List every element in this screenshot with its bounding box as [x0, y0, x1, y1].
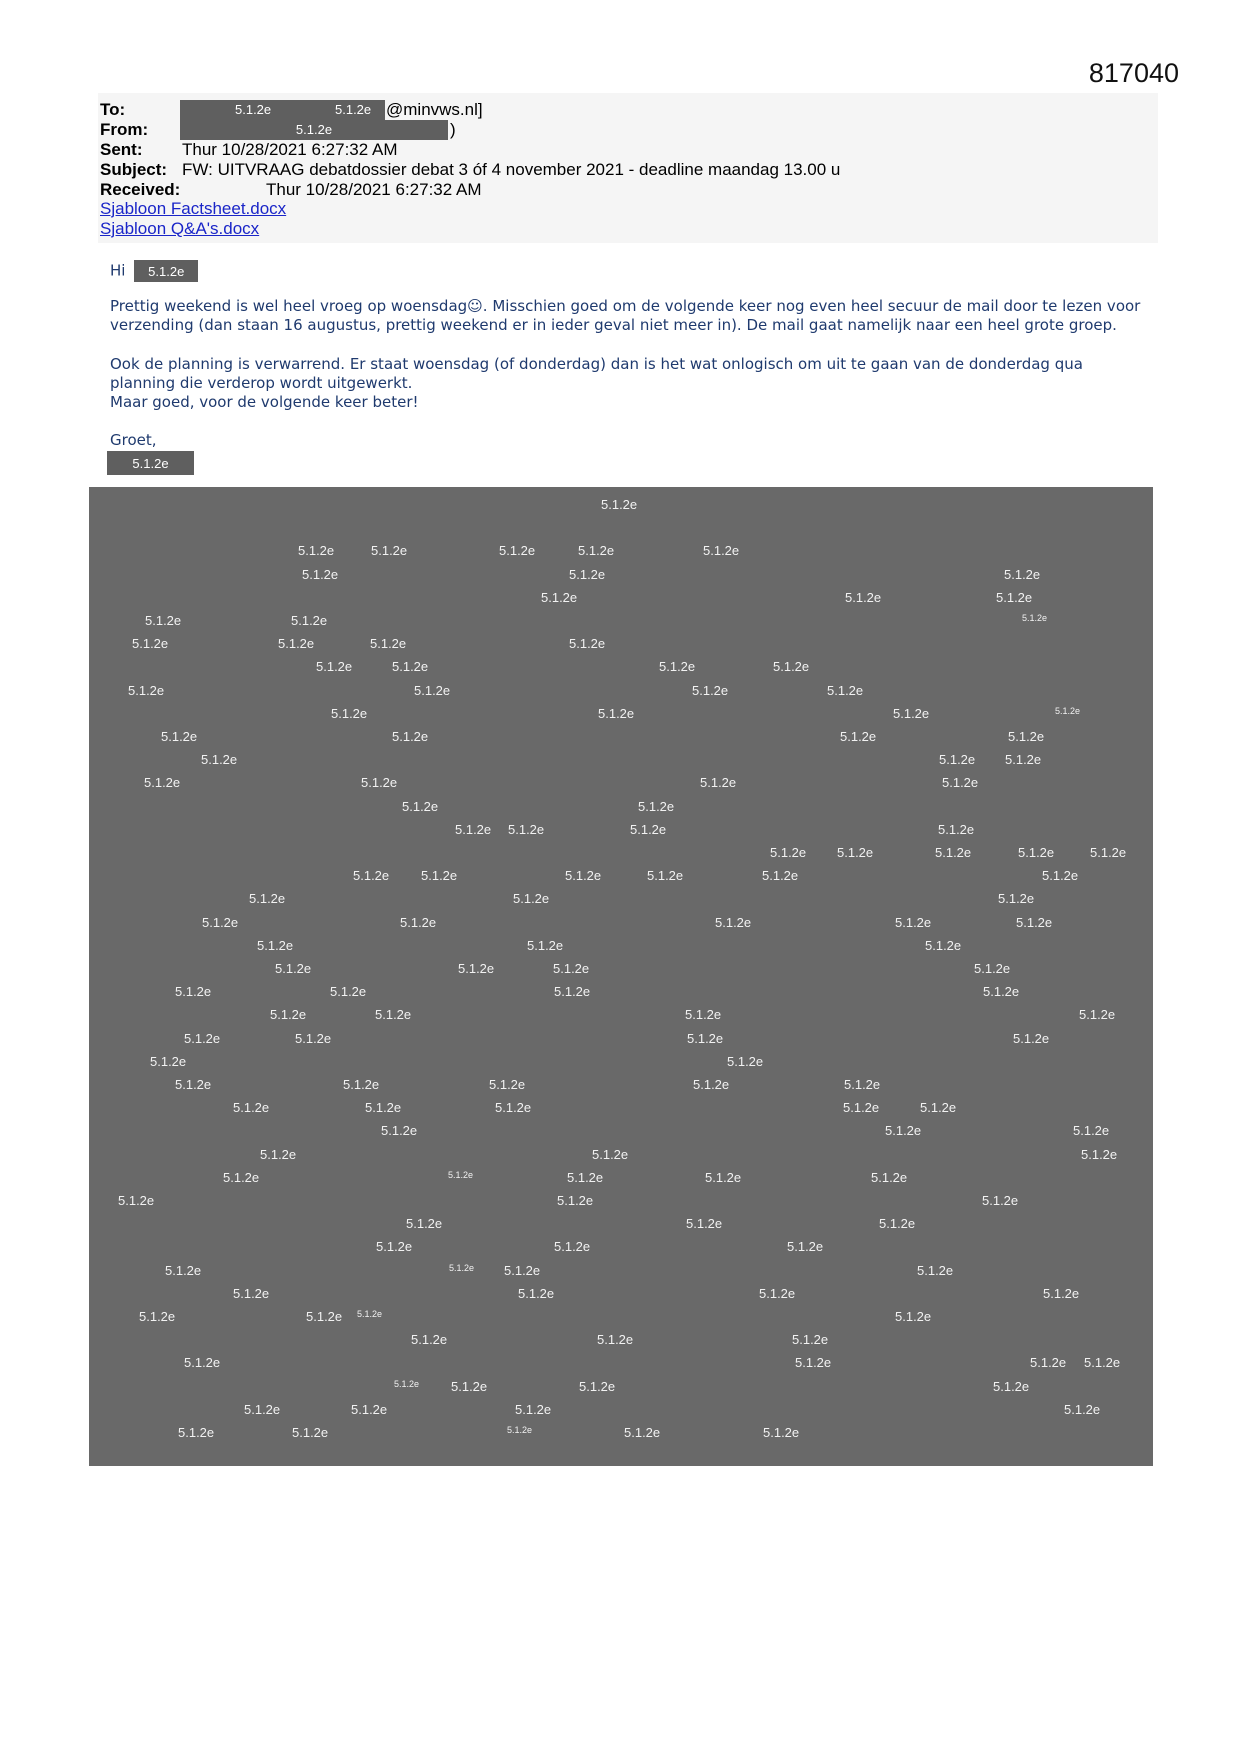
redaction-code: 5.1.2e [939, 752, 976, 767]
redaction-code: 5.1.2e [592, 1147, 629, 1162]
redaction-code: 5.1.2e [871, 1170, 908, 1185]
from-label: From: [100, 120, 149, 139]
redaction-code: 5.1.2e [579, 1379, 616, 1394]
redaction-code: 5.1.2e [1084, 1355, 1121, 1370]
redaction-code: 5.1.2e [118, 1193, 155, 1208]
redaction-code: 5.1.2e [837, 845, 874, 860]
to-label: To: [100, 100, 126, 119]
redaction-code: 5.1.2e [411, 1332, 448, 1347]
attachment-link-factsheet[interactable]: Sjabloon Factsheet.docx [100, 199, 287, 218]
redaction-code: 5.1.2e [278, 636, 315, 651]
redaction-code: 5.1.2e [392, 729, 429, 744]
redaction-code: 5.1.2e [982, 1193, 1019, 1208]
redaction-code: 5.1.2e [1018, 845, 1055, 860]
redaction-code: 5.1.2e [565, 868, 602, 883]
greeting-redaction [134, 260, 198, 282]
redaction-code: 5.1.2e [508, 822, 545, 837]
redaction-code: 5.1.2e [343, 1077, 380, 1092]
redaction-code: 5.1.2e [298, 543, 335, 558]
redaction-code: 5.1.2e [920, 1100, 957, 1115]
redaction-code: 5.1.2e [845, 590, 882, 605]
redaction-code: 5.1.2e [1005, 752, 1042, 767]
redaction-code: 5.1.2e [489, 1077, 526, 1092]
redaction-code: 5.1.2e [161, 729, 198, 744]
redaction-code: 5.1.2e [145, 613, 182, 628]
redaction-code: 5.1.2e [1043, 1286, 1080, 1301]
redaction-code: 5.1.2e [895, 1309, 932, 1324]
redaction-code: 5.1.2e [1016, 915, 1053, 930]
redaction-code: 5.1.2e [233, 1286, 270, 1301]
redaction-code: 5.1.2e [553, 961, 590, 976]
greeting: Hi [110, 261, 126, 280]
redaction-code: 5.1.2e [150, 1054, 187, 1069]
redaction-code: 5.1.2e [507, 1425, 533, 1435]
redaction-code: 5.1.2e [1055, 706, 1081, 716]
redaction-code: 5.1.2e [1090, 845, 1127, 860]
redaction-code: 5.1.2e [554, 984, 591, 999]
redaction-code: 5.1.2e [495, 1100, 532, 1115]
redaction-code: 5.1.2e [335, 102, 372, 117]
redaction-code: 5.1.2e [567, 1170, 604, 1185]
redaction-code: 5.1.2e [624, 1425, 661, 1440]
redaction-code: 5.1.2e [762, 868, 799, 883]
redaction-code: 5.1.2e [569, 567, 606, 582]
redaction-code: 5.1.2e [1079, 1007, 1116, 1022]
redaction-code: 5.1.2e [703, 543, 740, 558]
closing: Groet, [110, 431, 157, 449]
redaction-code: 5.1.2e [1081, 1147, 1118, 1162]
received-value: Thur 10/28/2021 6:27:32 AM [266, 180, 482, 199]
redaction-code: 5.1.2e [270, 1007, 307, 1022]
redaction-code: 5.1.2e [233, 1100, 270, 1115]
redaction-code: 5.1.2e [700, 775, 737, 790]
from-redaction [180, 120, 448, 140]
redaction-code: 5.1.2e [184, 1355, 221, 1370]
redaction-code: 5.1.2e [448, 1170, 474, 1180]
redaction-code: 5.1.2e [993, 1379, 1030, 1394]
redaction-code: 5.1.2e [630, 822, 667, 837]
from-suffix: ) [450, 120, 456, 139]
redaction-code: 5.1.2e [202, 915, 239, 930]
redaction-code: 5.1.2e [375, 1007, 412, 1022]
document-id: 817040 [1088, 58, 1179, 88]
redaction-code: 5.1.2e [647, 868, 684, 883]
redaction-code: 5.1.2e [515, 1402, 552, 1417]
paragraph-1: Prettig weekend is wel heel vroeg op woensdag☺. Misschien goed om de volgende keer nog even heel secuur de mail door te lezen voor verzending (dan staan 16 augustus, prettig weekend er in ieder geval niet meer in). De mail gaat namelijk naar een heel grote groep. [110, 297, 1141, 334]
redaction-code: 5.1.2e [400, 915, 437, 930]
email-body [98, 250, 1158, 482]
redaction-code: 5.1.2e [843, 1100, 880, 1115]
redaction-code: 5.1.2e [306, 1309, 343, 1324]
redaction-code: 5.1.2e [659, 659, 696, 674]
redaction-code: 5.1.2e [365, 1100, 402, 1115]
redaction-code: 5.1.2e [1030, 1355, 1067, 1370]
redaction-code: 5.1.2e [244, 1402, 281, 1417]
redaction-code: 5.1.2e [1013, 1031, 1050, 1046]
redaction-code: 5.1.2e [421, 868, 458, 883]
redaction-code: 5.1.2e [715, 915, 752, 930]
redaction-code: 5.1.2e [175, 1077, 212, 1092]
redaction-code: 5.1.2e [402, 799, 439, 814]
redaction-code: 5.1.2e [165, 1263, 202, 1278]
redaction-code: 5.1.2e [451, 1379, 488, 1394]
greeting-line [110, 260, 1150, 282]
attachment-link-qa[interactable]: Sjabloon Q&A's.docx [100, 219, 260, 238]
redaction-code: 5.1.2e [414, 683, 451, 698]
redaction-code: 5.1.2e [557, 1193, 594, 1208]
redaction-code: 5.1.2e [292, 1425, 329, 1440]
redaction-code: 5.1.2e [291, 613, 328, 628]
redaction-code: 5.1.2e [353, 868, 390, 883]
redaction-code: 5.1.2e [685, 1007, 722, 1022]
redaction-code: 5.1.2e [1064, 1402, 1101, 1417]
redaction-code: 5.1.2e [601, 497, 638, 512]
redaction-code: 5.1.2e [257, 938, 294, 953]
redaction-code: 5.1.2e [578, 543, 615, 558]
paragraph-2: Ook de planning is verwarrend. Er staat woensdag (of donderdag) dan is het wat onlogisch om uit te gaan van de donderdag qua planning die verderop wordt uitgewerkt. [110, 355, 1083, 392]
redaction-code: 5.1.2e [569, 636, 606, 651]
redaction-code: 5.1.2e [406, 1216, 443, 1231]
redaction-code: 5.1.2e [727, 1054, 764, 1069]
redaction-code: 5.1.2e [513, 891, 550, 906]
redaction-code: 5.1.2e [361, 775, 398, 790]
redaction-code: 5.1.2e [938, 822, 975, 837]
to-redaction [180, 100, 385, 120]
redaction-code: 5.1.2e [879, 1216, 916, 1231]
redaction-code: 5.1.2e [996, 590, 1033, 605]
redaction-code: 5.1.2e [295, 1031, 332, 1046]
redaction-code: 5.1.2e [295, 122, 333, 137]
redaction-code: 5.1.2e [795, 1355, 832, 1370]
redaction-code: 5.1.2e [148, 263, 185, 279]
forwarded-message-redaction [89, 487, 1153, 1466]
redaction-code: 5.1.2e [1022, 613, 1048, 623]
signature-redaction [107, 451, 194, 475]
redaction-code: 5.1.2e [687, 1031, 724, 1046]
redaction-code: 5.1.2e [392, 659, 429, 674]
redaction-code: 5.1.2e [770, 845, 807, 860]
redaction-code: 5.1.2e [175, 984, 212, 999]
redaction-code: 5.1.2e [316, 659, 353, 674]
redaction-code: 5.1.2e [598, 706, 635, 721]
redaction-code: 5.1.2e [223, 1170, 260, 1185]
redaction-code: 5.1.2e [935, 845, 972, 860]
redaction-code: 5.1.2e [705, 1170, 742, 1185]
redaction-code: 5.1.2e [331, 706, 368, 721]
redaction-code: 5.1.2e [376, 1239, 413, 1254]
redaction-code: 5.1.2e [458, 961, 495, 976]
redaction-code: 5.1.2e [201, 752, 238, 767]
redaction-code: 5.1.2e [686, 1216, 723, 1231]
redaction-code: 5.1.2e [763, 1425, 800, 1440]
redaction-code: 5.1.2e [302, 567, 339, 582]
redaction-code: 5.1.2e [132, 455, 169, 471]
redaction-code: 5.1.2e [893, 706, 930, 721]
redaction-code: 5.1.2e [370, 636, 407, 651]
redaction-code: 5.1.2e [518, 1286, 555, 1301]
redaction-code: 5.1.2e [249, 891, 286, 906]
redaction-code: 5.1.2e [504, 1263, 541, 1278]
redaction-code: 5.1.2e [1008, 729, 1045, 744]
redaction-code: 5.1.2e [144, 775, 181, 790]
sent-label: Sent: [100, 140, 143, 159]
redaction-code: 5.1.2e [792, 1332, 829, 1347]
redaction-code: 5.1.2e [351, 1402, 388, 1417]
redaction-code: 5.1.2e [139, 1309, 176, 1324]
redaction-code: 5.1.2e [1073, 1123, 1110, 1138]
redaction-code: 5.1.2e [925, 938, 962, 953]
subject-label: Subject: [100, 160, 168, 179]
redaction-code: 5.1.2e [357, 1309, 383, 1319]
sent-value: Thur 10/28/2021 6:27:32 AM [182, 140, 398, 159]
redaction-code: 5.1.2e [998, 891, 1035, 906]
redaction-code: 5.1.2e [692, 683, 729, 698]
redaction-code: 5.1.2e [541, 590, 578, 605]
redaction-code: 5.1.2e [1042, 868, 1079, 883]
redaction-code: 5.1.2e [499, 543, 536, 558]
redaction-code: 5.1.2e [885, 1123, 922, 1138]
redaction-code: 5.1.2e [260, 1147, 297, 1162]
redaction-code: 5.1.2e [827, 683, 864, 698]
redaction-code: 5.1.2e [693, 1077, 730, 1092]
redaction-code: 5.1.2e [638, 799, 675, 814]
redaction-code: 5.1.2e [840, 729, 877, 744]
redaction-code: 5.1.2e [554, 1239, 591, 1254]
redaction-code: 5.1.2e [527, 938, 564, 953]
redaction-code: 5.1.2e [597, 1332, 634, 1347]
redaction-code: 5.1.2e [1004, 567, 1041, 582]
redaction-code: 5.1.2e [759, 1286, 796, 1301]
redaction-code: 5.1.2e [275, 961, 312, 976]
received-label: Received: [100, 180, 181, 199]
redaction-code: 5.1.2e [773, 659, 810, 674]
to-suffix: @minvws.nl] [386, 100, 483, 119]
redaction-code: 5.1.2e [184, 1031, 221, 1046]
redaction-code: 5.1.2e [787, 1239, 824, 1254]
redaction-code: 5.1.2e [974, 961, 1011, 976]
redaction-code: 5.1.2e [330, 984, 367, 999]
redaction-code: 5.1.2e [178, 1425, 215, 1440]
redaction-code: 5.1.2e [455, 822, 492, 837]
redaction-code: 5.1.2e [128, 683, 165, 698]
paragraph-3: Maar goed, voor de volgende keer beter! [110, 393, 419, 411]
redaction-code: 5.1.2e [381, 1123, 418, 1138]
redaction-code: 5.1.2e [917, 1263, 954, 1278]
redaction-code: 5.1.2e [844, 1077, 881, 1092]
redaction-code: 5.1.2e [371, 543, 408, 558]
subject-value: FW: UITVRAAG debatdossier debat 3 óf 4 november 2021 - deadline maandag 13.00 u [182, 160, 841, 179]
redaction-code: 5.1.2e [132, 636, 169, 651]
redaction-code: 5.1.2e [983, 984, 1020, 999]
redaction-code: 5.1.2e [895, 915, 932, 930]
redaction-code: 5.1.2e [394, 1379, 420, 1389]
redaction-code: 5.1.2e [449, 1263, 475, 1273]
redaction-code: 5.1.2e [942, 775, 979, 790]
redaction-code: 5.1.2e [235, 102, 272, 117]
